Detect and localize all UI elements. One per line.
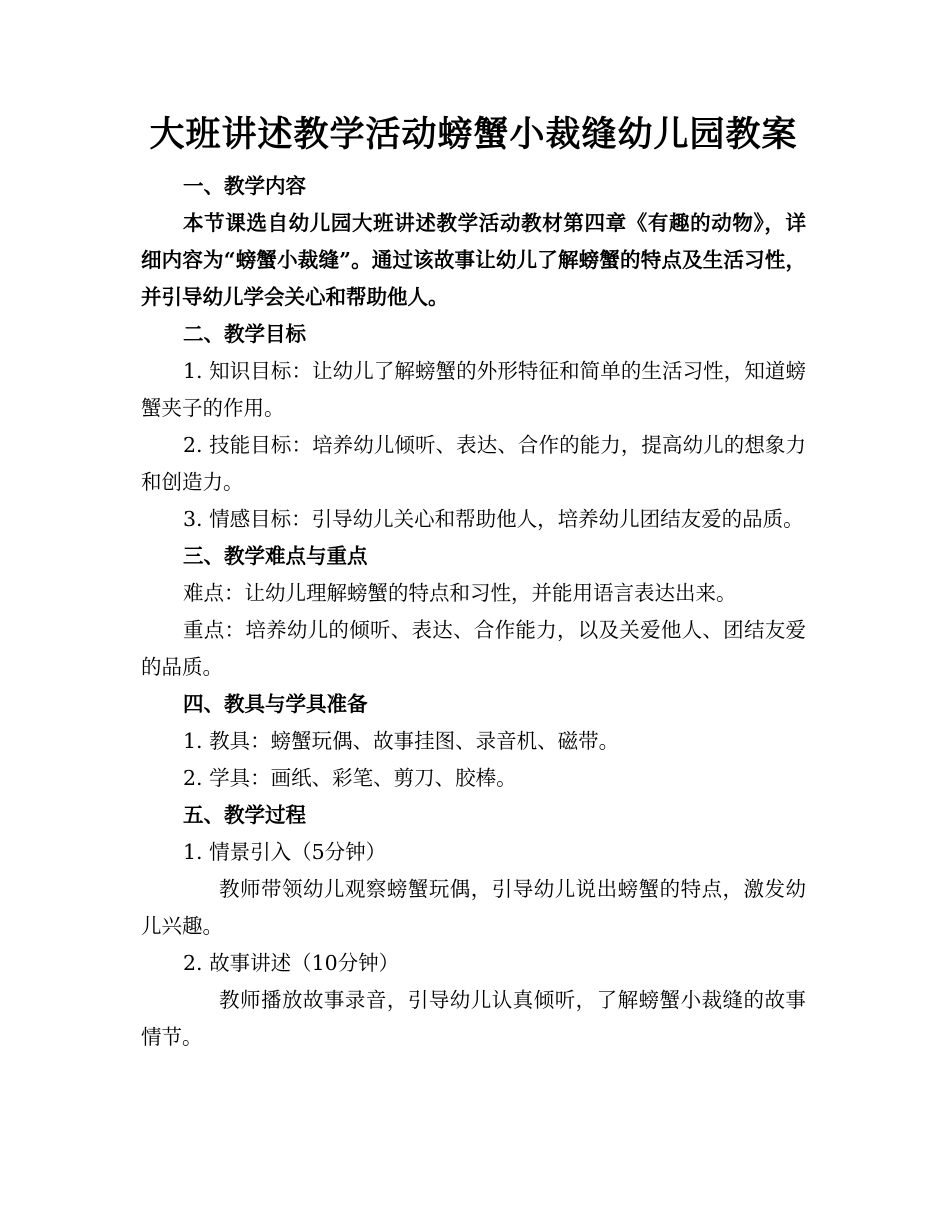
paragraph-step-story-detail: 教师播放故事录音，引导幼儿认真倾听，了解螃蟹小裁缝的故事情节。: [141, 988, 806, 1049]
paragraph-step-story: 2. 故事讲述（10分钟）: [183, 951, 400, 975]
paragraph-step-intro-detail: 教师带领幼儿观察螃蟹玩偶，引导幼儿说出螃蟹的特点，激发幼儿兴趣。: [141, 877, 806, 938]
paragraph-key-point: 重点：培养幼儿的倾听、表达、合作能力，以及关爱他人、团结友爱的品质。: [141, 618, 806, 679]
paragraph-objective-skill: 2. 技能目标：培养幼儿倾听、表达、合作的能力，提高幼儿的想象力和创造力。: [141, 433, 806, 494]
paragraph-step-intro: 1. 情景引入（5分钟）: [183, 840, 387, 864]
document-title: 大班讲述教学活动螃蟹小裁缝幼儿园教案: [149, 114, 798, 155]
section-heading-difficulty: 三、教学难点与重点: [183, 544, 368, 568]
paragraph-objective-emotion: 3. 情感目标：引导幼儿关心和帮助他人，培养幼儿团结友爱的品质。: [183, 507, 804, 531]
paragraph-objective-knowledge: 1. 知识目标：让幼儿了解螃蟹的外形特征和简单的生活习性，知道螃蟹夹子的作用。: [141, 359, 806, 420]
section-heading-materials: 四、教具与学具准备: [183, 692, 368, 716]
paragraph-content-intro: 本节课选自幼儿园大班讲述教学活动教材第四章《有趣的动物》，详细内容为“螃蟹小裁缝”。通过该故事让幼儿了解螃蟹的特点及生活习性，并引导幼儿学会关心和帮助他人。: [141, 211, 806, 309]
section-heading-content: 一、教学内容: [183, 174, 306, 198]
paragraph-teaching-aids: 1. 教具：螃蟹玩偶、故事挂图、录音机、磁带。: [183, 729, 620, 753]
paragraph-difficulty: 难点：让幼儿理解螃蟹的特点和习性，并能用语言表达出来。: [183, 581, 737, 605]
section-heading-objectives: 二、教学目标: [183, 322, 306, 346]
section-heading-process: 五、教学过程: [183, 803, 306, 827]
paragraph-learning-aids: 2. 学具：画纸、彩笔、剪刀、胶棒。: [183, 766, 517, 790]
